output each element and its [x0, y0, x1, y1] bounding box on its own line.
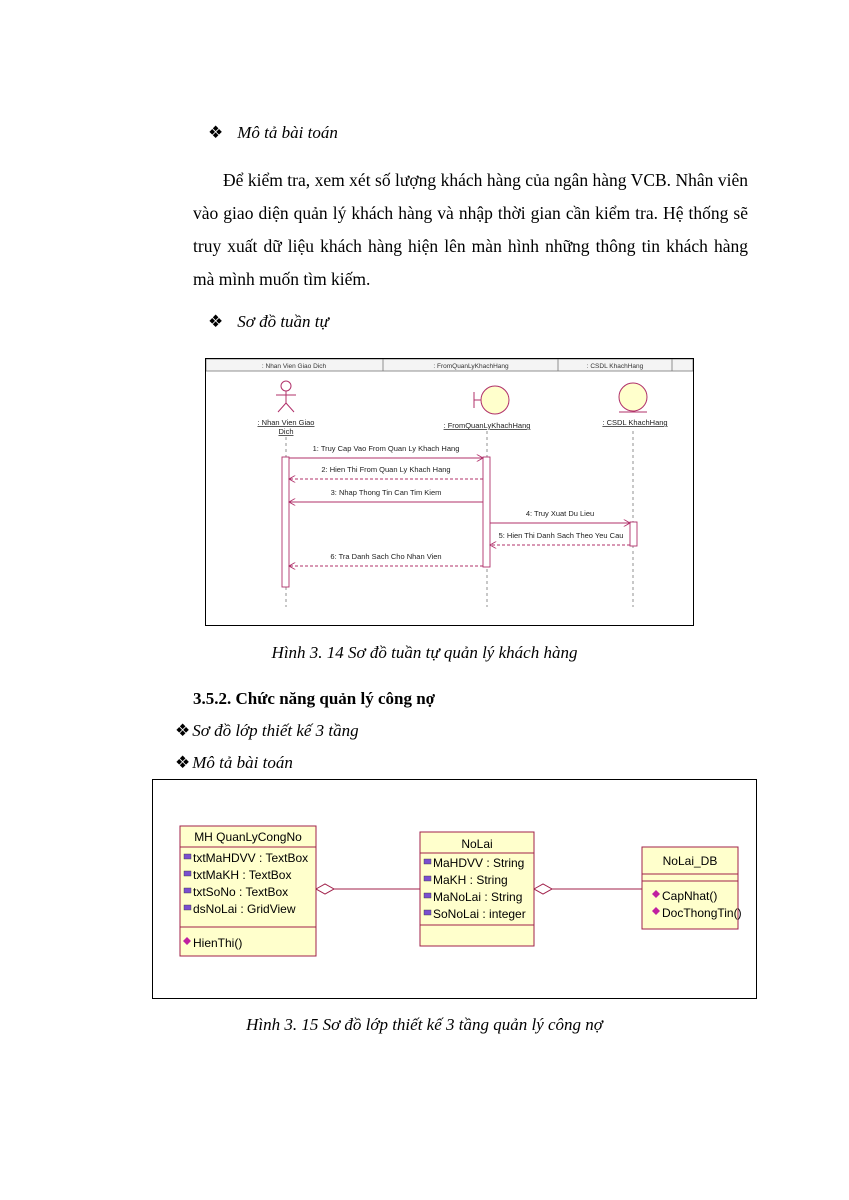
- svg-text:1: Truy Cap Vao From Quan Ly K: 1: Truy Cap Vao From Quan Ly Khach Hang: [312, 444, 460, 453]
- header-label: : CSDL KhachHang: [586, 363, 644, 370]
- operation: HienThi(): [193, 936, 243, 950]
- bullet-so-do-tuan-tu: [208, 312, 329, 332]
- description-paragraph: [193, 164, 748, 296]
- attribute: dsNoLai : GridView: [193, 902, 296, 916]
- sequence-diagram: [205, 358, 694, 626]
- boundary-icon: [474, 386, 509, 414]
- diamond-bullet-icon: ❖: [208, 123, 224, 142]
- class-name: MH QuanLyCongNo: [194, 830, 302, 844]
- svg-text:5: Hien Thi Danh Sach Theo Yeu: 5: Hien Thi Danh Sach Theo Yeu Cau: [498, 531, 624, 540]
- svg-text:4: Truy Xuat Du Lieu: 4: Truy Xuat Du Lieu: [525, 509, 595, 518]
- section-heading: 3.5.2. Chức năng quản lý công nợ: [193, 689, 436, 708]
- class-nolai-db: [642, 847, 742, 929]
- class-nolai: [420, 832, 534, 946]
- diamond-bullet-icon: ❖: [175, 721, 191, 740]
- header-label: : FromQuanLyKhachHang: [433, 363, 509, 370]
- bullet-text: Sơ đồ tuần tự: [237, 312, 329, 331]
- message-1: [289, 444, 483, 458]
- attribute: MaHDVV : String: [433, 856, 525, 870]
- class-name: NoLai: [461, 837, 493, 851]
- figure-caption-2: Hình 3. 15 Sơ đồ lớp thiết kế 3 tầng quản lý công nợ: [246, 1015, 603, 1034]
- bullet-mo-ta-1: [208, 123, 338, 143]
- svg-text:3: Nhap Thong Tin Can Tim Kiem: 3: Nhap Thong Tin Can Tim Kiem: [330, 488, 442, 497]
- class-name: NoLai_DB: [662, 854, 718, 868]
- message-6: [289, 552, 483, 566]
- svg-text:2: Hien Thi From Quan Ly Khach: 2: Hien Thi From Quan Ly Khach Hang: [321, 465, 451, 474]
- header-bar: [206, 359, 693, 371]
- actor-label: : Nhan Vien Giao: [257, 418, 315, 427]
- diamond-bullet-icon: ❖: [175, 753, 191, 772]
- diamond-bullet-icon: ❖: [208, 312, 224, 331]
- paragraph-text: Để kiểm tra, xem xét số lượng khách hàng của ngân hàng VCB. Nhân viên vào giao diện quản lý khách hàng và nhập thời gian cần kiểm tra. Hệ thống sẽ truy xuất dữ liệu khách hàng hiện lên màn hình những thông tin khách hàng mà mình muốn tìm kiếm.: [193, 170, 748, 289]
- message-4: [490, 509, 630, 523]
- attribute: txtMaKH : TextBox: [193, 868, 292, 882]
- entity-label: : CSDL KhachHang: [602, 418, 668, 427]
- attribute: txtSoNo : TextBox: [193, 885, 289, 899]
- activation-bars: [282, 457, 637, 587]
- actor-icon: [276, 381, 296, 412]
- operation: CapNhat(): [662, 889, 718, 903]
- message-2: [289, 465, 483, 479]
- attribute: MaKH : String: [433, 873, 508, 887]
- attribute: SoNoLai : integer: [433, 907, 526, 921]
- message-5: [490, 531, 630, 545]
- operation: DocThongTin(): [662, 906, 742, 920]
- svg-text:6: Tra Danh Sach Cho Nhan Vien: 6: Tra Danh Sach Cho Nhan Vien: [330, 552, 442, 561]
- actor-label: Dich: [278, 427, 294, 436]
- boundary-label: : FromQuanLyKhachHang: [443, 421, 531, 430]
- bullet-mo-ta-2: [175, 753, 293, 773]
- header-label: : Nhan Vien Giao Dich: [261, 363, 327, 370]
- class-mh-quanlycongno: [180, 826, 316, 956]
- bullet-text: Mô tả bài toán: [237, 123, 338, 142]
- bullet-so-do-lop: [175, 721, 359, 741]
- figure-caption-1: Hình 3. 14 Sơ đồ tuần tự quản lý khách hàng: [271, 643, 578, 662]
- bullet-text: Mô tả bài toán: [192, 753, 293, 772]
- entity-icon: [619, 383, 647, 412]
- attribute: txtMaHDVV : TextBox: [193, 851, 309, 865]
- lifelines: [286, 431, 633, 607]
- class-diagram: [152, 779, 757, 999]
- bullet-text: Sơ đồ lớp thiết kế 3 tầng: [192, 721, 359, 740]
- message-3: [289, 488, 483, 502]
- attribute: MaNoLai : String: [433, 890, 523, 904]
